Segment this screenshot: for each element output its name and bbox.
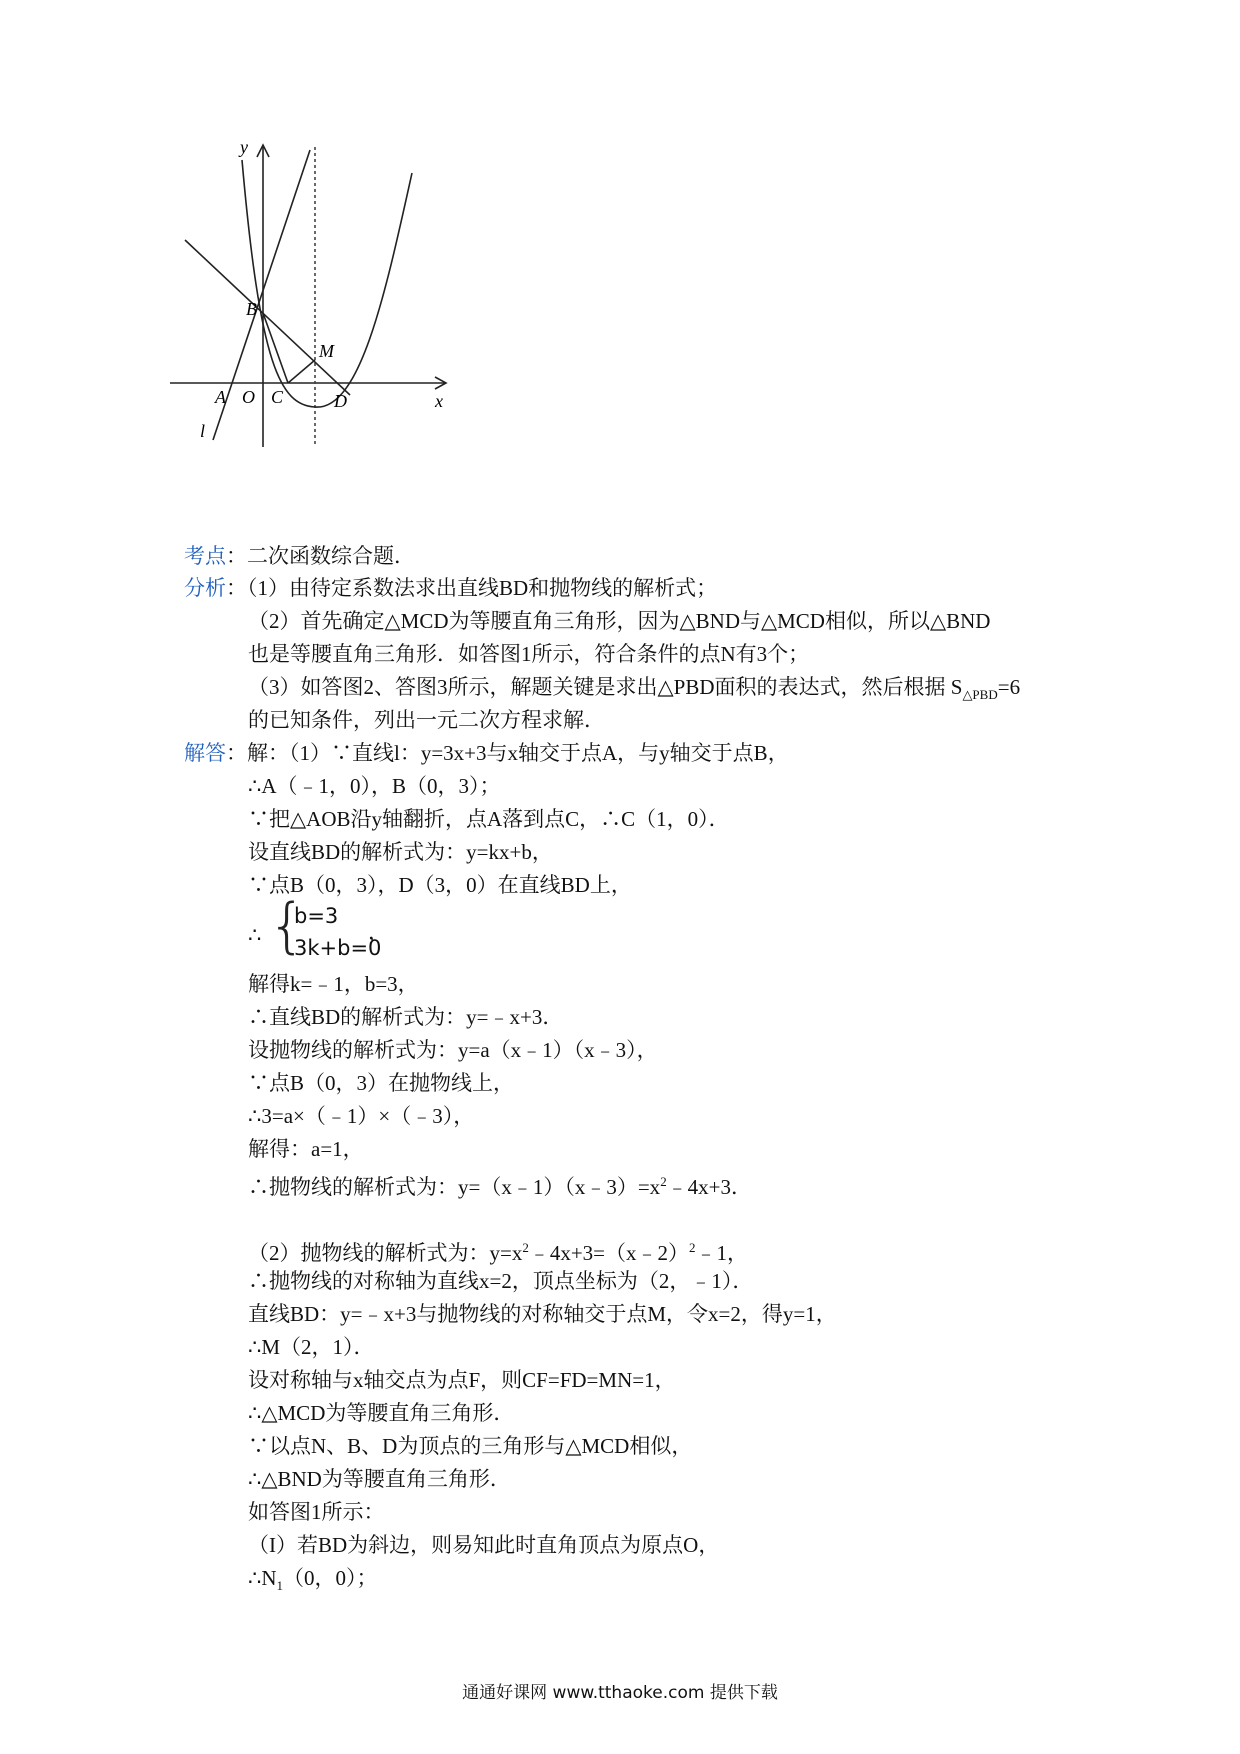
kaodian-label: 考点 bbox=[184, 544, 226, 568]
jieda-line-16: 直线BD：y=﹣x+3与抛物线的对称轴交于点M，令x=2，得y=1， bbox=[248, 1302, 837, 1326]
jieda-text-13b: ﹣4x+3． bbox=[666, 1175, 753, 1199]
jieda-line-5: ∵点B（0，3），D（3，0）在直线BD上， bbox=[248, 873, 632, 897]
kaodian-line bbox=[184, 542, 415, 570]
jieda-text-13a: ∴抛物线的解析式为：y=（x﹣1）（x﹣3）=x bbox=[248, 1175, 661, 1199]
label-a: A bbox=[215, 387, 226, 407]
jieda-line-11: ∴3=a×（﹣1）×（﹣3）， bbox=[248, 1104, 475, 1128]
fenxi-line-4 bbox=[248, 673, 1020, 709]
kaodian-text: ：二次函数综合题． bbox=[226, 544, 415, 568]
jieda-line-22: 如答图1所示： bbox=[248, 1500, 385, 1524]
page-footer: 通通好课网 www.tthaoke.com 提供下载 bbox=[462, 1683, 778, 1703]
label-y: y bbox=[240, 137, 248, 157]
fenxi-label: 分析 bbox=[184, 576, 226, 600]
jieda-line-2: ∴A（﹣1，0），B（0，3）； bbox=[248, 774, 501, 798]
system-eq-1: b=3 bbox=[294, 904, 339, 928]
system-brace: { bbox=[268, 891, 307, 961]
label-c: C bbox=[271, 387, 284, 407]
jieda-line-21: ∴△BND为等腰直角三角形． bbox=[248, 1467, 511, 1491]
jieda-text-14b: ﹣4x+3=（x﹣2） bbox=[528, 1241, 690, 1265]
jieda-line-3: ∵把△AOB沿y轴翻折，点A落到点C，∴C（1，0）． bbox=[248, 807, 730, 831]
jieda-line-18: 设对称轴与x轴交点为点F，则CF=FD=MN=1， bbox=[248, 1368, 676, 1392]
jieda-text-14c: ﹣1， bbox=[695, 1241, 749, 1265]
jieda-sup-13: 2 bbox=[660, 1174, 667, 1189]
fenxi-line-3: 也是等腰直角三角形．如答图1所示，符合条件的点N有3个； bbox=[248, 642, 810, 666]
line-bd bbox=[185, 240, 350, 395]
jieda-text-24b: （0，0）； bbox=[283, 1566, 378, 1590]
jieda-text-14a: （2）抛物线的解析式为：y=x bbox=[248, 1241, 523, 1265]
jieda-line-8: ∴直线BD的解析式为：y=﹣x+3． bbox=[248, 1005, 564, 1029]
fenxi-text-4: （3）如答图2、答图3所示，解题关键是求出△PBD面积的表达式，然后根据 S bbox=[248, 675, 963, 699]
jieda-line-9: 设抛物线的解析式为：y=a（x﹣1）（x﹣3）， bbox=[248, 1038, 658, 1062]
jieda-line-1 bbox=[184, 739, 789, 767]
fenxi-line-2: （2）首先确定△MCD为等腰直角三角形，因为△BND与△MCD相似，所以△BND bbox=[248, 609, 991, 633]
fenxi-line-1 bbox=[184, 574, 717, 602]
system-eq-2: 3k+b=0 bbox=[294, 936, 382, 960]
jieda-sub-24: 1 bbox=[276, 1578, 284, 1594]
fenxi-text-4b: =6 bbox=[997, 675, 1021, 699]
fenxi-subscript: △PBD bbox=[962, 687, 998, 703]
line-l bbox=[213, 150, 310, 440]
label-l: l bbox=[200, 421, 206, 441]
jieda-line-24 bbox=[248, 1564, 378, 1600]
fenxi-line-5: 的已知条件，列出一元二次方程求解． bbox=[248, 708, 605, 732]
jieda-text-24a: ∴N bbox=[248, 1566, 277, 1590]
label-d: D bbox=[334, 391, 347, 411]
jieda-label: 解答 bbox=[184, 741, 226, 765]
jieda-line-4: 设直线BD的解析式为：y=kx+b， bbox=[248, 840, 553, 864]
jieda-sup-14b: 2 bbox=[689, 1240, 696, 1255]
fenxi-text-1: ：（1）由待定系数法求出直线BD和抛物线的解析式； bbox=[226, 576, 718, 600]
jieda-line-15: ∴抛物线的对称轴为直线x=2，顶点坐标为（2，﹣1）． bbox=[248, 1269, 754, 1293]
label-x: x bbox=[435, 391, 443, 411]
system-comma: ， bbox=[368, 920, 389, 944]
jieda-line-10: ∵点B（0，3）在抛物线上， bbox=[248, 1071, 515, 1095]
jieda-line-13 bbox=[248, 1168, 752, 1201]
segment-bc bbox=[263, 313, 288, 383]
jieda-line-20: ∵以点N、B、D为顶点的三角形与△MCD相似， bbox=[248, 1434, 693, 1458]
therefore-mark: ∴ bbox=[248, 923, 262, 947]
jieda-sup-14a: 2 bbox=[522, 1240, 529, 1255]
jieda-line-19: ∴△MCD为等腰直角三角形． bbox=[248, 1401, 515, 1425]
jieda-text-1: ：解：（1）∵直线l：y=3x+3与x轴交于点A，与y轴交于点B， bbox=[226, 741, 789, 765]
function-graph-figure bbox=[180, 137, 460, 455]
parabola bbox=[242, 160, 412, 407]
label-m: M bbox=[319, 341, 334, 361]
label-o: O bbox=[242, 387, 255, 407]
jieda-line-14 bbox=[248, 1234, 748, 1267]
segment-cm bbox=[288, 360, 315, 383]
jieda-line-7: 解得k=﹣1，b=3， bbox=[248, 972, 419, 996]
jieda-line-17: ∴M（2，1）． bbox=[248, 1335, 375, 1359]
jieda-line-23: （I）若BD为斜边，则易知此时直角顶点为原点O， bbox=[248, 1533, 720, 1557]
label-b: B bbox=[246, 299, 257, 319]
jieda-line-12: 解得：a=1， bbox=[248, 1137, 364, 1161]
